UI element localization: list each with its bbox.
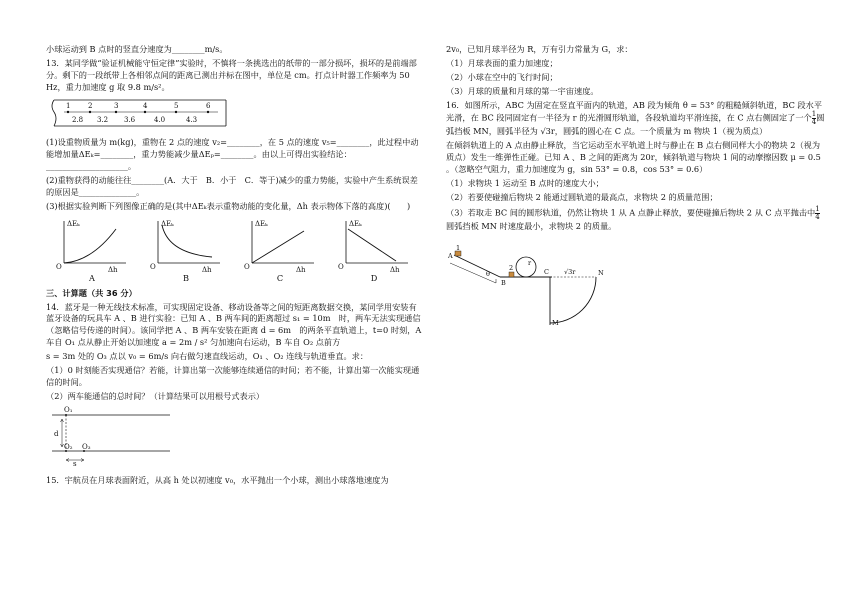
q12-tail: 小球运动到 B 点时的竖直分速度为________m/s。: [46, 44, 228, 54]
fig-label-o2: O₂: [64, 442, 73, 451]
graph-ylabel: ΔEₖ: [67, 219, 80, 228]
tape-point-label: 6: [206, 101, 211, 110]
fraction-numerator: 1: [811, 110, 817, 119]
tape-point-label: 3: [114, 101, 119, 110]
q14-part1: （1）0 时刻能否实现通信？若能，计算出第一次能够连续通信的时间；若不能，计算出第一次能实现通信的时间。: [46, 365, 420, 387]
graph-ylabel: ΔEₖ: [161, 219, 174, 228]
graph-xlabel: Δh: [108, 265, 118, 273]
q15-part1: （1）月球表面的重力加速度；: [446, 57, 558, 68]
fig-label-m: M: [552, 318, 559, 327]
tape-point-label: 4: [143, 101, 148, 110]
fig-label-block2: 2: [509, 263, 514, 272]
graph-option-label: C: [276, 272, 284, 283]
tape-distance: 4.0: [154, 115, 166, 124]
section-heading: 三、计算题（共 36 分）: [46, 287, 137, 298]
q14-stem-a: 14．蓝牙是一种无线技术标准，可实现固定设备、移动设备等之间的短距离数据交换，某同学用安装有蓝牙设备的玩具车 A 、B 进行实验：已知 A 、B 两车间的距离超过 s₁ = 10m 时，两车无法实现通信（忽略信号传递的时间）。该同学把 A 、B 两车安装在距离 d = 6m 的两条平直轨道上，t=0 时刻，A 车自 O₁ 点从静止开始以加速度 a = 2m / s² 匀加速向右运动，B 车自 O₂ 点前方: [46, 301, 422, 348]
graph-xlabel: Δh: [202, 265, 212, 273]
fig-label-d: d: [54, 429, 59, 438]
graph-option-d: [334, 217, 414, 285]
tape-distance: 3.6: [124, 115, 136, 124]
graph-option-label: B: [182, 272, 190, 283]
fig-label-c: C: [544, 267, 549, 276]
right-column: [446, 44, 826, 331]
q16-part2: （2）若要使碰撞后物块 2 能通过圆轨道的最高点，求物块 2 的质量范围；: [446, 191, 718, 202]
graph-option-c: [240, 217, 320, 285]
q16-text-b: 圆弧挡板 MN，圆弧半径为 √3r，圆弧的圆心在 C 点。一个质量为 m 物块 1（视为质点）: [446, 112, 825, 137]
q16-part3: [446, 206, 826, 233]
fraction-denominator: 4: [811, 118, 817, 127]
paper-tape-figure: [50, 98, 424, 132]
q16-text-3b: 圆弧挡板 MN 时速度最小，求物块 2 的质量。: [446, 220, 617, 231]
q14-part2: （2）两车能通信的总时间？（计算结果可以用根号式表示）: [46, 390, 265, 401]
q13-stem: 13．某同学做“验证机械能守恒定律”实验时，不慎将一条挑选出的纸带的一部分损坏，损坏的是前端部分。剩下的一段纸带上各相邻点间的距离已测出并标在图中，单位是 cm。打点计时器工作频率为 50 Hz，重力加速度 g 取 9.8 m/s²。: [46, 57, 417, 92]
q16-stem-a: [446, 100, 826, 139]
fig-label-b: B: [501, 278, 506, 287]
q16-text-a: 16．如图所示，ABC 为固定在竖直平面内的轨道，AB 段为倾角 θ = 53° 的粗糙倾斜轨道，BC 段水平光滑，在 BC 段同固定有一半径为 r 的光滑圆形轨道，各段轨道均平滑连接，在 C 点右侧固定了一个: [446, 99, 823, 123]
fig-label-radius: √3r: [564, 267, 576, 276]
tape-distance: 3.2: [97, 115, 109, 124]
track-abc-figure: [446, 243, 826, 331]
q16-text-3a: （3）若取走 BC 间的圆形轨道，仍然让物块 1 从 A 点静止释放，要使碰撞后物块 2 从 C 点平抛击中: [446, 207, 816, 218]
tape-point-label: 5: [174, 101, 179, 110]
q13-part1: (1)设重物质量为 m(kg)，重物在 2 点的速度 v₂=________，在 5 点的速度 v₅=________，此过程中动能增加量ΔEₖ=________，重力势能减少量ΔEₚ=________。由以上可得出实验结论：____________________。: [46, 137, 419, 172]
fig-label-block1: 1: [456, 243, 461, 252]
q15-part2: （2）小球在空中的飞行时间；: [446, 71, 558, 82]
graph-origin: O: [150, 262, 156, 271]
graph-ylabel: ΔEₖ: [255, 219, 268, 228]
fig-label-n: N: [598, 268, 604, 277]
graph-option-label: D: [370, 272, 378, 283]
fig-label-o3: O₃: [82, 442, 91, 451]
graph-option-a: [52, 217, 132, 285]
graph-option-label: A: [89, 272, 95, 283]
q14-stem-b: s = 3m 处的 O₃ 点以 v₀ = 6m/s 向右做匀速直线运动，O₁ 、O₂ 连线与轨道垂直。求：: [46, 351, 369, 362]
graph-origin: O: [244, 262, 250, 271]
fig-label-s: s: [73, 459, 77, 467]
tape-point-label: 1: [66, 101, 71, 110]
graph-origin: O: [56, 262, 62, 271]
tape-point-label: 2: [88, 101, 93, 110]
fraction-quarter: [815, 206, 819, 221]
energy-graph-options: [52, 217, 424, 285]
q15-part3: （3）月球的质量和月球的第一宇宙速度。: [446, 85, 599, 96]
fig-label-r: r: [528, 258, 532, 267]
fraction-denominator: 4: [815, 212, 820, 221]
q13-part3: (3)根据实验判断下列图像正确的是(其中ΔEₖ表示重物动能的变化量，Δh 表示物体下落的高度)( ): [46, 200, 411, 211]
q15-stem: 15．宇航员在月球表面附近，从高 h 处以初速度 v₀，水平抛出一个小球，测出小球落地速度为: [46, 474, 389, 485]
graph-xlabel: Δh: [390, 265, 400, 273]
fraction-numerator: 1: [815, 204, 820, 213]
graph-xlabel: Δh: [296, 265, 306, 273]
track-figure: [46, 405, 424, 471]
fig-label-o1: O₁: [64, 405, 73, 414]
graph-ylabel: ΔEₖ: [349, 219, 362, 228]
tape-distance: 4.3: [186, 115, 198, 124]
graph-option-b: [146, 217, 226, 285]
left-column: [46, 44, 424, 488]
q16-part1: （1）求物块 1 运动至 B 点时的速度大小；: [446, 178, 604, 189]
tape-distance: 2.8: [72, 115, 84, 124]
q15-stem-cont: 2v₀，已知月球半径为 R，万有引力常量为 G，求：: [446, 44, 633, 54]
fig-label-a: A: [448, 251, 453, 260]
fig-label-theta: θ: [486, 269, 490, 278]
q13-part2: (2)重物获得的动能往往________(A．大于 B．小于 C．等于)减少的重力势能，实验中产生系统误差的原因是______________。: [46, 175, 418, 198]
graph-origin: O: [338, 262, 344, 271]
q16-stem-c: 在倾斜轨道上的 A 点由静止释放，当它运动至水平轨道上时与静止在 B 点右侧同样大小的物块 2（视为质点）发生一维弹性正碰。已知 A 、B 之间的距离为 20r，倾斜轨道与物块 1 间的动摩擦因数 μ = 0.5 。（忽略空气阻力，重力加速度为 g，sin 53° = 0.8，cos 53° = 0.6）: [446, 140, 821, 175]
